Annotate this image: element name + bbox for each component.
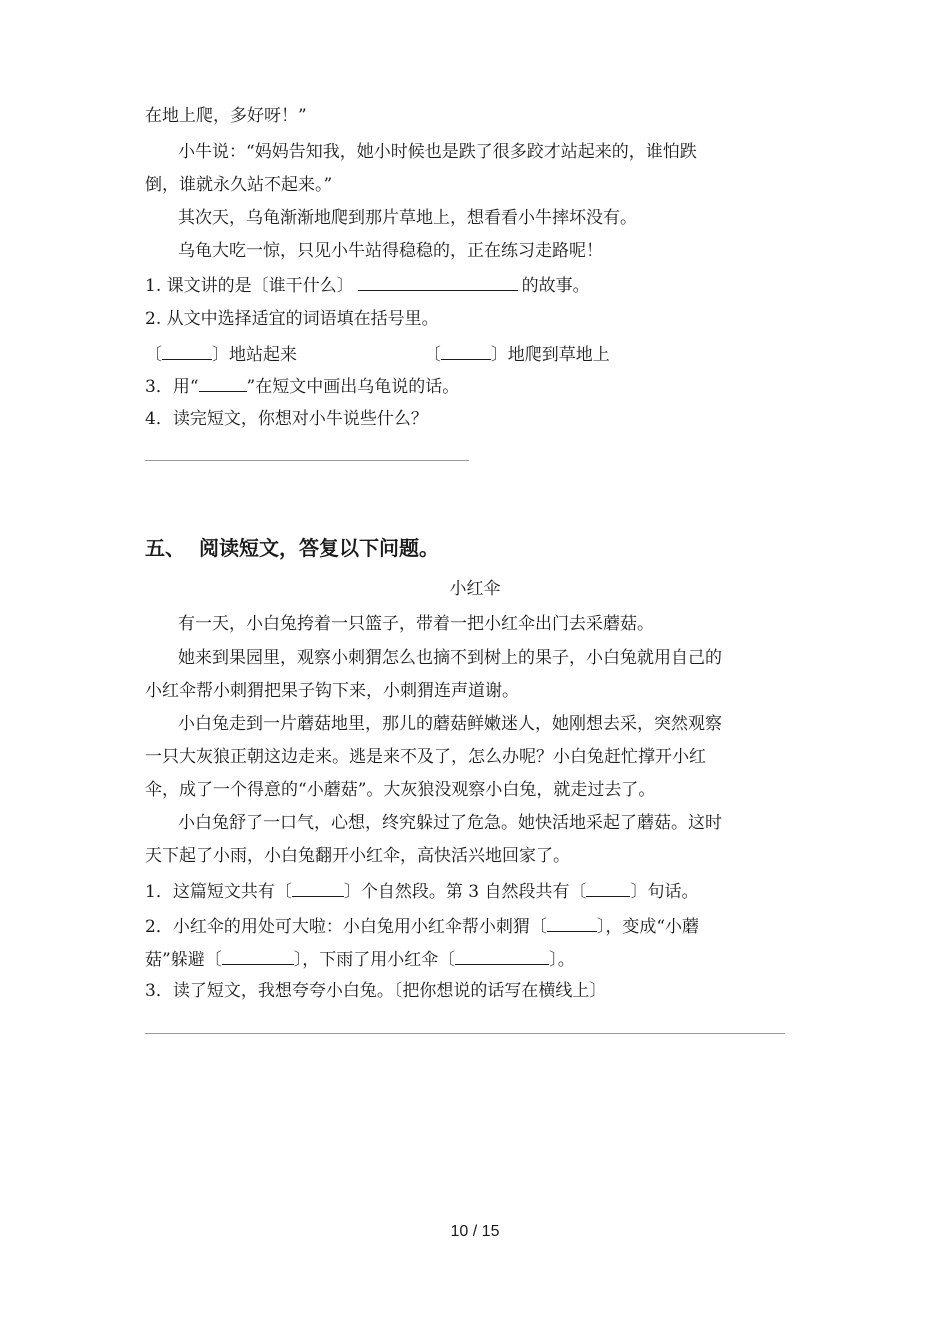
s5-q2-part-b: 〕，变成“小蘑 xyxy=(596,917,700,937)
q2b-open: 〔 xyxy=(423,345,441,365)
story2-question-2-line-1 xyxy=(145,913,805,939)
section-5-heading xyxy=(145,534,439,562)
story2-question-3: 3．读了短文，我想夸夸小白兔。〔把你想说的话写在横线上〕 xyxy=(145,981,607,1001)
s5-q2-part-d: 〕，下雨了用小红伞〔 xyxy=(293,950,456,970)
story1-question-1 xyxy=(145,272,805,298)
s5-q1-part-c: 〕句话。 xyxy=(630,882,699,902)
page-number: 10 / 15 xyxy=(450,1223,500,1240)
story2-line-5: 一只大灰狼正朝这边走来。逃是来不及了，怎么办呢？小白兔赶忙撑开小红 xyxy=(145,747,706,767)
story1-line-3: 倒，谁就永久站不起来。” xyxy=(145,175,333,195)
s5-q1-blank-1[interactable] xyxy=(292,878,344,897)
s5-q2-part-a: 2．小红伞的用处可大啦：小白兔用小红伞帮小刺猬〔 xyxy=(145,917,547,937)
story1-question-2-options xyxy=(145,341,805,367)
q1-prefix: 1. 课文讲的是〔谁干什么〕 xyxy=(145,276,354,296)
story1-question-3 xyxy=(145,373,805,399)
story2-line-3: 小红伞帮小刺猬把果子钩下来，小刺猬连声道谢。 xyxy=(145,681,519,701)
story2-line-7: 小白兔舒了一口气，心想，终究躲过了危急。她快活地采起了蘑菇。这时 xyxy=(178,813,722,833)
q2a-answer-blank[interactable] xyxy=(162,341,212,360)
q2a-close: 〕地站起来 xyxy=(212,345,297,365)
story1-question-4: 4．读完短文，你想对小牛说些什么？ xyxy=(145,409,428,429)
q2b-answer-blank[interactable] xyxy=(441,341,491,360)
story2-line-1: 有一天，小白兔挎着一只篮子，带着一把小红伞出门去采蘑菇。 xyxy=(178,614,654,634)
q3-mark-blank xyxy=(199,373,247,392)
story2-line-4: 小白兔走到一片蘑菇地里，那儿的蘑菇鲜嫩迷人，她刚想去采，突然观察 xyxy=(178,714,722,734)
s5-q2-part-c: 菇”躲避〔 xyxy=(145,950,222,970)
s5-q2-blank-1[interactable] xyxy=(547,913,597,932)
q2a-open: 〔 xyxy=(145,345,162,365)
s5-q1-part-a: 1．这篇短文共有〔 xyxy=(145,882,292,902)
section-5-title: 阅读短文，答复以下问题。 xyxy=(199,536,439,560)
story1-line-2: 小牛说：“妈妈告知我，她小时候也是跌了很多跤才站起来的，谁怕跌 xyxy=(178,142,697,162)
section-5-number: 五、 xyxy=(145,536,185,560)
q2b-close: 〕地爬到草地上 xyxy=(490,345,610,365)
story2-question-1 xyxy=(145,878,805,904)
story2-line-6: 伞，成了一个得意的“小蘑菇”。大灰狼没观察小白兔，就走过去了。 xyxy=(145,780,656,800)
s5-q2-blank-3[interactable] xyxy=(455,946,549,965)
q1-answer-blank[interactable] xyxy=(358,272,518,291)
story1-line-4: 其次天，乌龟渐渐地爬到那片草地上，想看看小牛摔坏没有。 xyxy=(178,208,637,228)
q3-prefix: 3．用“ xyxy=(145,377,199,397)
story1-question-2: 2. 从文中选择适宜的词语填在括号里。 xyxy=(145,309,439,329)
s5-q2-blank-2[interactable] xyxy=(222,946,294,965)
story1-line-1: 在地上爬，多好呀！” xyxy=(145,106,307,126)
s5-q1-part-b: 〕个自然段。第 3 自然段共有〔 xyxy=(343,882,587,902)
q3-suffix: ”在短文中画出乌龟说的话。 xyxy=(246,377,460,397)
story2-question-2-line-2 xyxy=(145,946,805,972)
q1-suffix: 的故事。 xyxy=(521,276,590,296)
answer-line-2[interactable] xyxy=(145,1033,785,1034)
story-title: 小红伞 xyxy=(449,579,501,599)
story2-line-8: 天下起了小雨，小白兔翻开小红伞，高快活兴地回家了。 xyxy=(145,846,570,866)
story1-line-5: 乌龟大吃一惊，只见小牛站得稳稳的，正在练习走路呢！ xyxy=(178,241,603,261)
story2-line-2: 她来到果园里，观察小刺猬怎么也摘不到树上的果子，小白兔就用自己的 xyxy=(178,648,722,668)
answer-line-1[interactable] xyxy=(145,460,469,461)
s5-q2-part-e: 〕。 xyxy=(549,950,575,970)
s5-q1-blank-2[interactable] xyxy=(586,878,630,897)
